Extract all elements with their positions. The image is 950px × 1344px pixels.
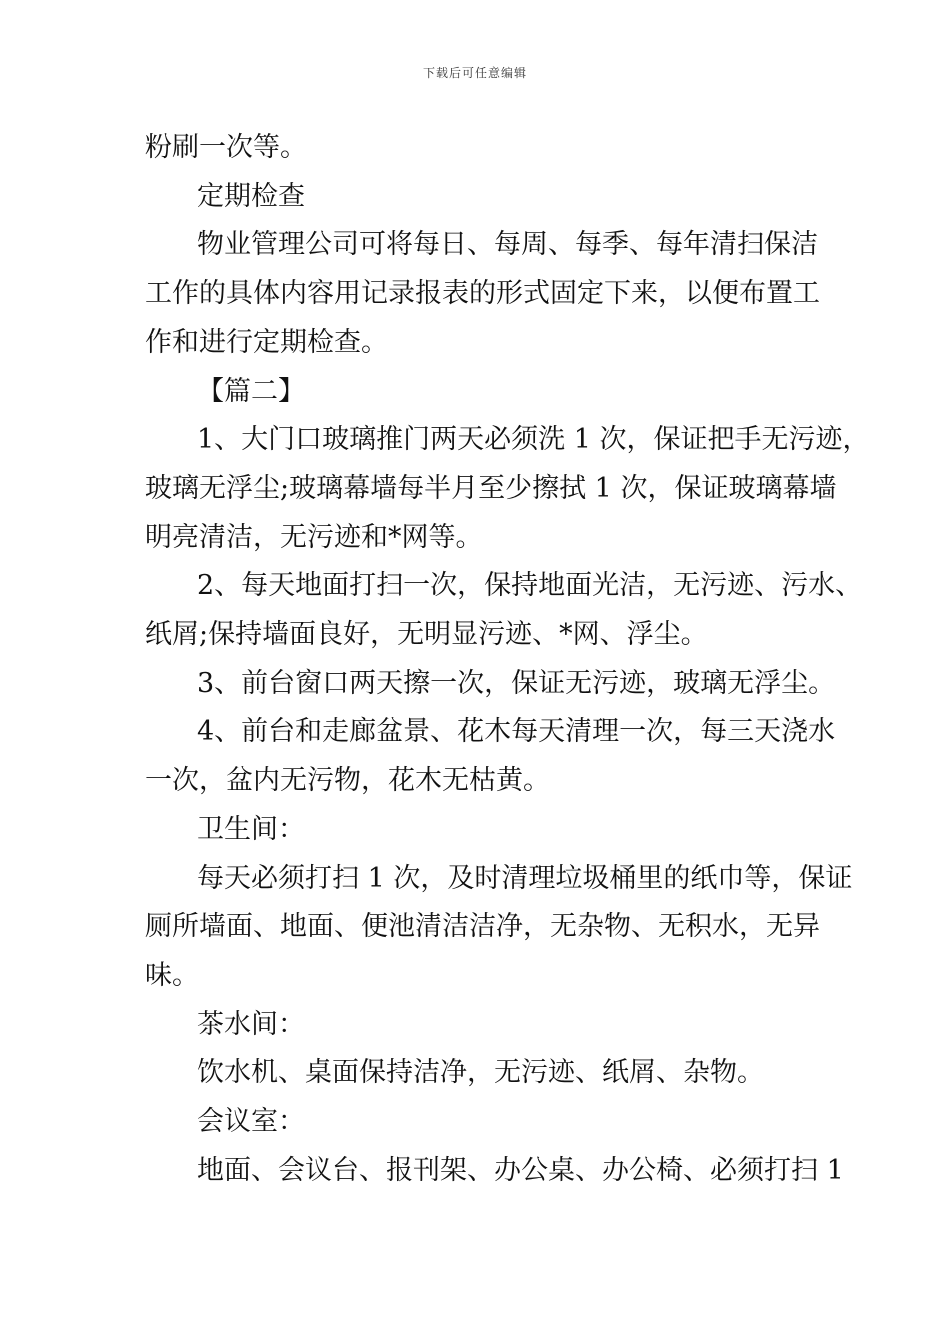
section-heading: 【篇二】 [197, 375, 305, 407]
paragraph-line: 每天必须打扫 1 次，及时清理垃圾桶里的纸巾等，保证 [197, 862, 853, 894]
paragraph-line: 2、每天地面打扫一次，保持地面光洁，无污迹、污水、 [197, 570, 863, 602]
section-heading: 定期检查 [197, 180, 305, 212]
paragraph-line: 物业管理公司可将每日、每周、每季、每年清扫保洁 [197, 229, 818, 261]
paragraph-line: 纸屑;保持墙面良好，无明显污迹、*网、浮尘。 [145, 619, 708, 651]
paragraph-line: 饮水机、桌面保持洁净，无污迹、纸屑、杂物。 [197, 1057, 764, 1089]
section-heading: 卫生间： [197, 813, 305, 845]
section-heading: 茶水间： [197, 1008, 305, 1040]
document-body [145, 124, 870, 1195]
paragraph-line: 地面、会议台、报刊架、办公桌、办公椅、必须打扫 1 [197, 1154, 844, 1186]
paragraph-line: 作和进行定期检查。 [145, 326, 388, 358]
paragraph-line: 粉刷一次等。 [145, 132, 307, 163]
paragraph-line: 玻璃无浮尘;玻璃幕墙每半月至少擦拭 1 次，保证玻璃幕墙 [145, 472, 837, 504]
paragraph-line: 明亮清洁，无污迹和*网等。 [145, 521, 483, 553]
paragraph-line: 1、大门口玻璃推门两天必须洗 1 次，保证把手无污迹， [197, 424, 870, 456]
section-heading: 会议室： [197, 1106, 305, 1138]
paragraph-line: 味。 [145, 959, 199, 991]
page-header: 下载后可任意编辑 [422, 66, 527, 80]
paragraph-line: 一次，盆内无污物，花木无枯黄。 [145, 765, 550, 797]
paragraph-line: 3、前台窗口两天擦一次，保证无污迹，玻璃无浮尘。 [197, 667, 836, 699]
paragraph-line: 厕所墙面、地面、便池清洁洁净，无杂物、无积水，无异 [145, 911, 820, 943]
paragraph-line: 4、前台和走廊盆景、花木每天清理一次，每三天浇水 [197, 716, 836, 748]
paragraph-line: 工作的具体内容用记录报表的形式固定下来，以便布置工 [145, 278, 820, 310]
